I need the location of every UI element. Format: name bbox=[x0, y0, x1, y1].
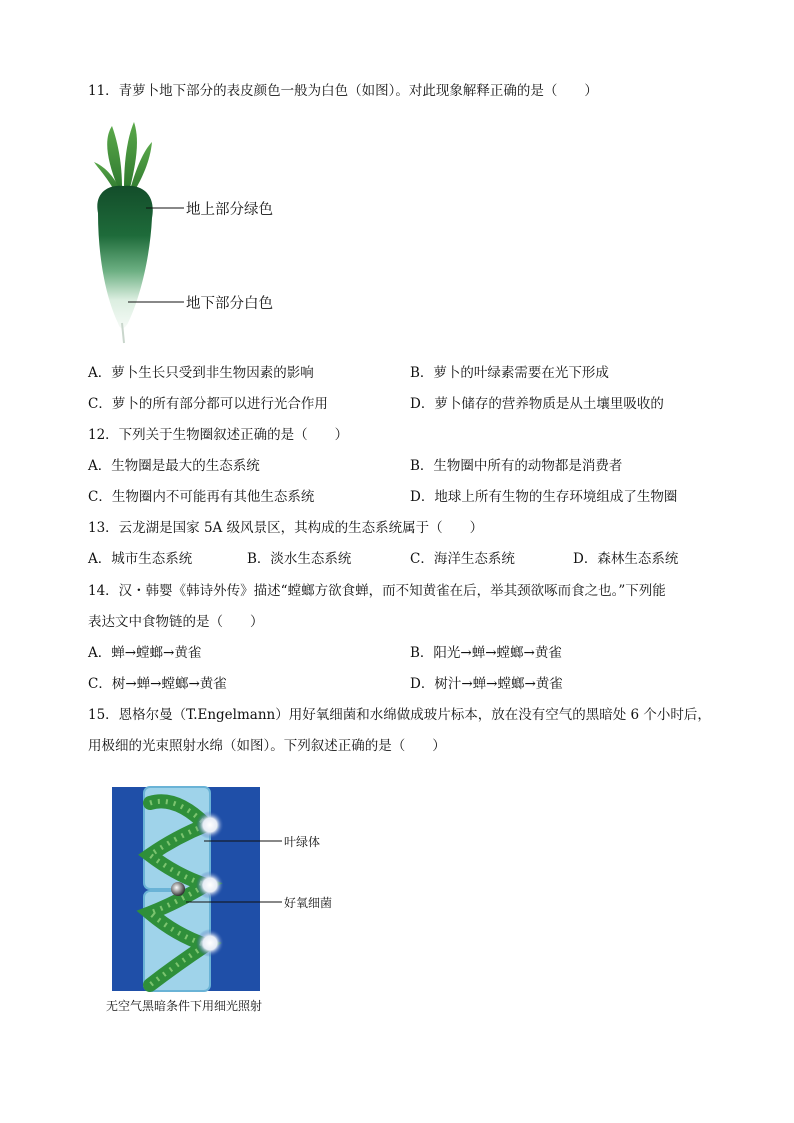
spirogyra-figure bbox=[106, 785, 356, 1017]
q14-option-a: A．蝉→螳螂→黄雀 bbox=[88, 645, 202, 661]
q14-option-c: C．树→蝉→螳螂→黄雀 bbox=[88, 676, 227, 692]
label-aerobic-bacteria: 好氧细菌 bbox=[284, 896, 333, 910]
radish-figure bbox=[88, 118, 328, 348]
q13-stem: 13．云龙湖是国家 5A 级风景区，其构成的生态系统属于（ ） bbox=[88, 520, 484, 536]
q11-option-d: D．萝卜储存的营养物质是从土壤里吸收的 bbox=[410, 396, 664, 412]
spirogyra-illustration bbox=[106, 785, 356, 995]
label-chloroplast: 叶绿体 bbox=[284, 835, 321, 849]
q14-stem-line1: 14．汉・韩婴《韩诗外传》描述“螳螂方欲食蝉，而不知黄雀在后，举其颈欲啄而食之也。”下列能 bbox=[88, 583, 666, 599]
q13-option-c: C．海洋生态系统 bbox=[410, 551, 515, 567]
q12-stem: 12．下列关于生物圈叙述正确的是（ ） bbox=[88, 427, 349, 443]
bacteria-cluster bbox=[196, 811, 224, 839]
q12-option-b: B．生物圈中所有的动物都是消费者 bbox=[410, 458, 623, 474]
q12-option-d: D．地球上所有生物的生存环境组成了生物圈 bbox=[410, 489, 678, 505]
q13-option-d: D．森林生态系统 bbox=[573, 551, 679, 567]
q14-option-b: B．阳光→蝉→螳螂→黄雀 bbox=[410, 645, 562, 661]
q11-option-b: B．萝卜的叶绿素需要在光下形成 bbox=[410, 365, 609, 381]
q14-option-d: D．树汁→蝉→螳螂→黄雀 bbox=[410, 676, 563, 692]
q11-option-a: A．萝卜生长只受到非生物因素的影响 bbox=[88, 365, 314, 381]
radish-label-top: 地上部分绿色 bbox=[186, 202, 273, 218]
q14-stem-line2: 表达文中食物链的是（ ） bbox=[88, 614, 264, 630]
q15-stem-line2: 用极细的光束照射水绵（如图）。下列叙述正确的是（ ） bbox=[88, 738, 446, 754]
aerobic-bacterium bbox=[171, 882, 185, 896]
q13-option-a: A．城市生态系统 bbox=[88, 551, 193, 567]
bacteria-cluster bbox=[196, 929, 224, 957]
q12-option-c: C．生物圈内不可能再有其他生态系统 bbox=[88, 489, 315, 505]
q11-stem: 11．青萝卜地下部分的表皮颜色一般为白色（如图）。对此现象解释正确的是（ ） bbox=[88, 83, 598, 99]
radish-root bbox=[97, 186, 152, 329]
q11-option-c: C．萝卜的所有部分都可以进行光合作用 bbox=[88, 396, 328, 412]
bacteria-cluster bbox=[196, 871, 224, 899]
q13-option-b: B．淡水生态系统 bbox=[247, 551, 352, 567]
figure-caption: 无空气黑暗条件下用细光照射 bbox=[106, 999, 263, 1013]
q12-option-a: A．生物圈是最大的生态系统 bbox=[88, 458, 260, 474]
q15-stem-line1: 15．恩格尔曼（T.Engelmann）用好氧细菌和水绵做成玻片标本，放在没有空气的黑暗处 6 个小时后， bbox=[88, 707, 711, 723]
radish-label-bottom: 地下部分白色 bbox=[186, 296, 273, 312]
radish-illustration bbox=[88, 118, 328, 348]
